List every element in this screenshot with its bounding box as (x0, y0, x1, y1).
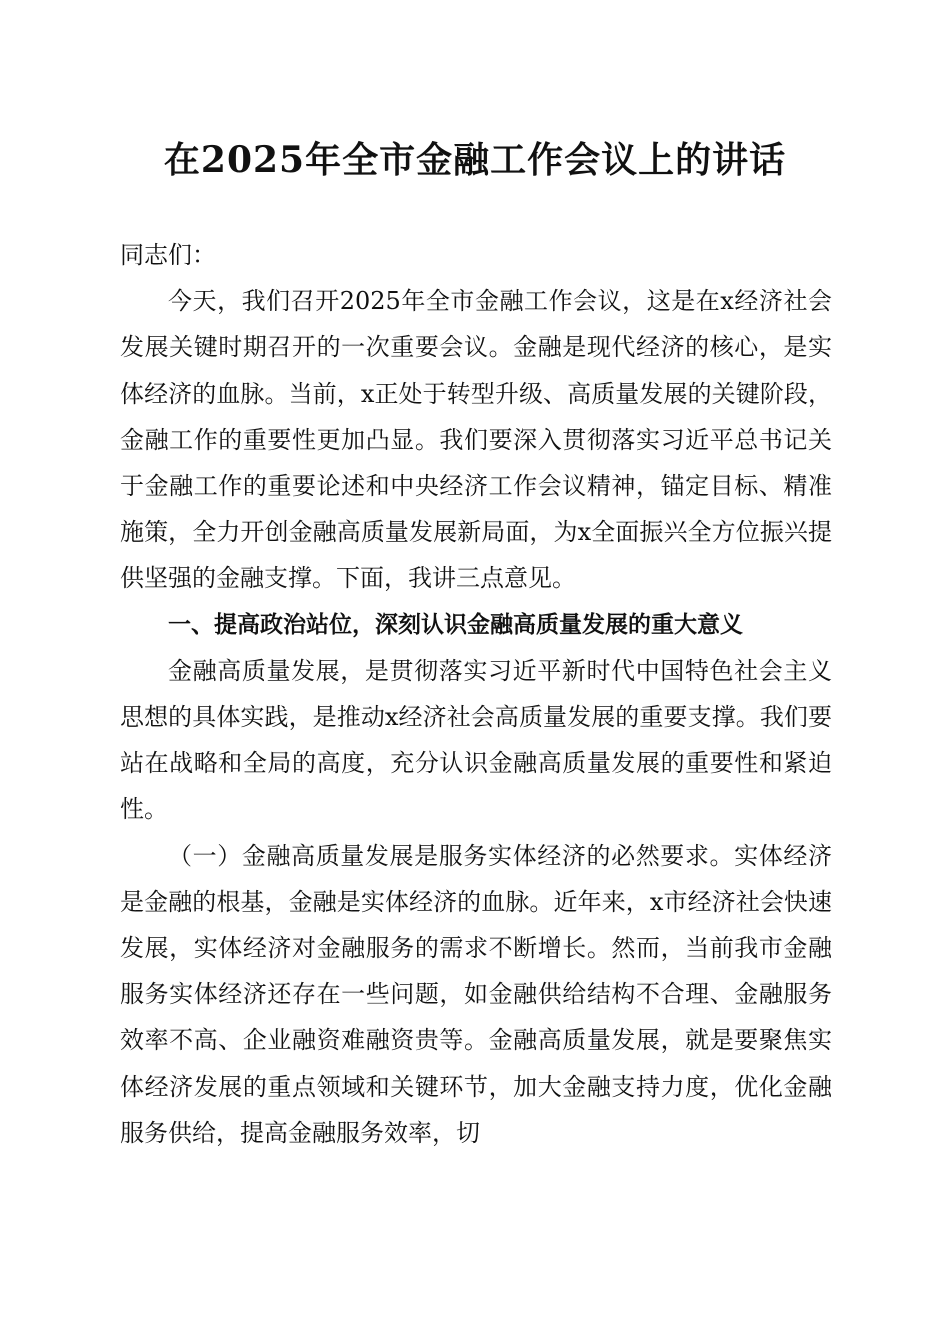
section-heading: 一、提高政治站位，深刻认识金融高质量发展的重大意义 (168, 611, 743, 638)
opening-paragraph: 今天，我们召开2025年全市金融工作会议，这是在x经济社会发展关键时期召开的一次重要会议。金融是现代经济的核心，是实体经济的血脉。当前，x正处于转型升级、高质量发展的关键阶段，金融工作的重要性更加凸显。我们要深入贯彻落实习近平总书记关于金融工作的重要论述和中央经济工作会议精神，锚定目标、精准施策，全力开创金融高质量发展新局面，为x全面振兴全方位振兴提供坚强的金融支撑。下面，我讲三点意见。 (120, 287, 832, 593)
section-paragraph: 金融高质量发展，是贯彻落实习近平新时代中国特色社会主义思想的具体实践，是推动x经济社会高质量发展的重要支撑。我们要站在战略和全局的高度，充分认识金融高质量发展的重要性和紧迫性。 (120, 656, 832, 824)
salutation: 同志们： (120, 241, 216, 269)
subsection-paragraph: （一）金融高质量发展是服务实体经济的必然要求。实体经济是金融的根基，金融是实体经济的血脉。近年来，x市经济社会快速发展，实体经济对金融服务的需求不断增长。然而，当前我市金融服务实体经济还存在一些问题，如金融供给结构不合理、金融服务效率不高、企业融资难融资贵等。金融高质量发展，就是要聚焦实体经济发展的重点领域和关键环节，加大金融支持力度，优化金融服务供给，提高金融服务效率，切 (120, 841, 832, 1147)
document-body (120, 232, 832, 1156)
document-title: 在2025年全市金融工作会议上的讲话 (163, 139, 787, 181)
